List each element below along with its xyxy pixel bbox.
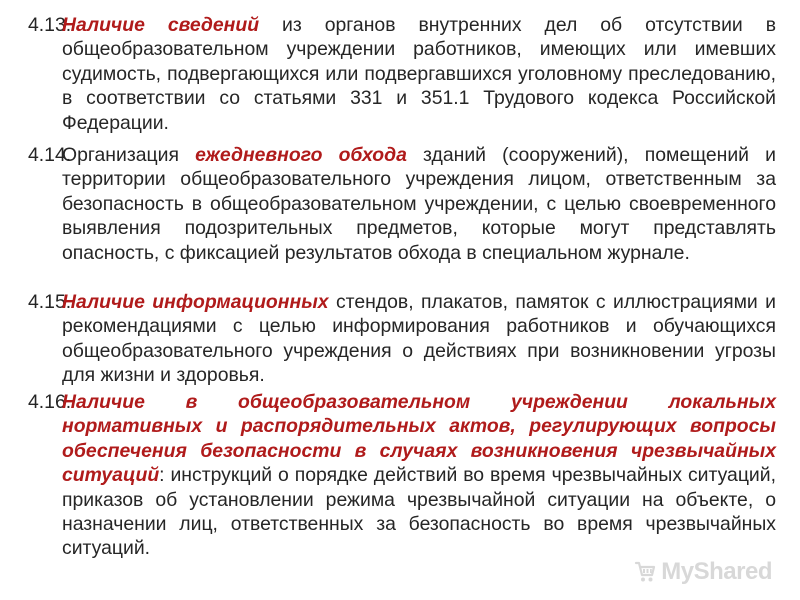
item-number: 4.16. (28, 391, 72, 413)
item-4-13 (28, 13, 776, 135)
body-text: Организация (62, 144, 196, 166)
emphasis-text: Наличие сведений (62, 14, 260, 36)
cart-icon (634, 560, 656, 584)
item-4-14 (28, 143, 776, 265)
body-text: стендов, плакатов, памяток с иллюстрациями и рекомендациями с целью информирования работников и обучающихся общеобразовательного учреждения о действиях при возникновении угрозы для жизни и здоровья. (62, 291, 776, 387)
watermark-text: MyShared (661, 558, 772, 585)
emphasis-text: Наличие в общеобразовательном учреждении локальных нормативных и распорядительных актов, регулирующих вопросы обеспечения безопасности в случаях возникновения чрезвычайных ситуаций (62, 391, 776, 487)
emphasis-text: ежедневного обхода (195, 144, 407, 166)
item-text (62, 143, 776, 265)
item-4-15 (28, 290, 776, 388)
item-number: 4.14. (28, 144, 72, 166)
body-text: зданий (сооружений), помещений и территории общеобразовательного учреждения лицом, ответственным за безопасность в общеобразовательном учреждении, с целью своевременного выявления подозрительных предметов, которые могут представлять опасность, с фиксацией результатов обхода в специальном журнале. (62, 144, 776, 264)
item-number: 4.13. (28, 14, 72, 36)
watermark (634, 558, 772, 586)
body-text: : инструкций о порядке действий во время чрезвычайных ситуаций, приказов об установлении режима чрезвычайной ситуации на объекте, о назначении лиц, ответственных за безопасность во время чрезвычайных ситуаций. (62, 464, 776, 560)
body-text: из органов внутренних дел об отсутствии в общеобразовательном учреждении работников, имеющих или имевших судимость, подвергающихся или подвергавшихся уголовному преследованию, в соответствии со статьями 331 и 351.1 Трудового кодекса Российской Федерации. (62, 14, 776, 134)
item-text (62, 390, 776, 561)
item-number: 4.15. (28, 291, 72, 313)
item-text (62, 290, 776, 388)
item-text (62, 13, 776, 135)
item-4-16 (28, 390, 776, 561)
emphasis-text: Наличие информационных (62, 291, 329, 313)
